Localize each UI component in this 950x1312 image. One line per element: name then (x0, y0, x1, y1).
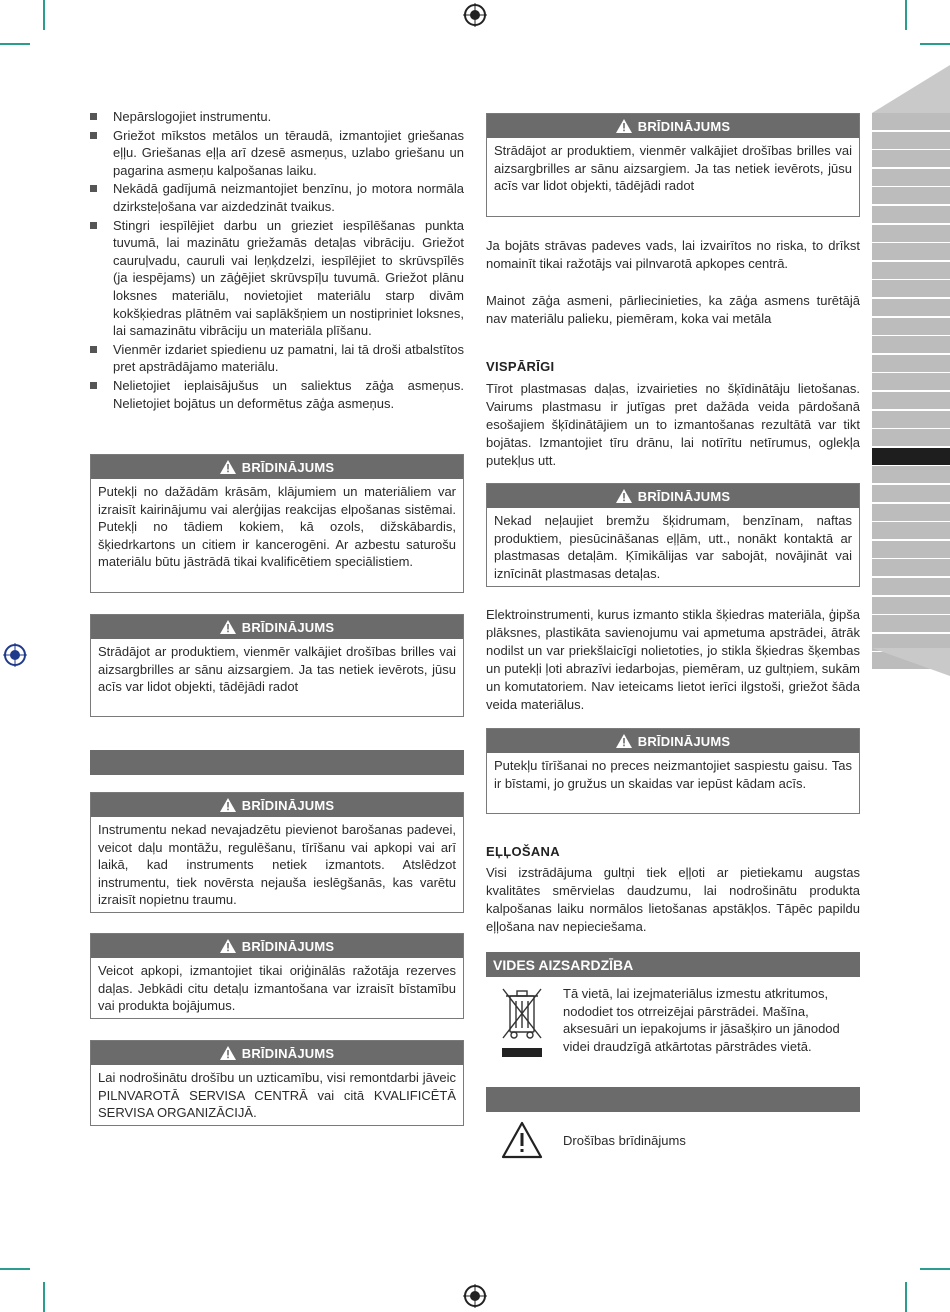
bullet-text: Vienmēr izdariet spiedienu uz pamatni, lai tā droši atbalstītos pret apstrādājamo materiālu. (113, 341, 464, 375)
bullet-text: Nelietojiet ieplaisājušus un saliektus zāģa asmeņus. Nelietojiet bojātus un deformētus zāģa asmeņus. (113, 377, 464, 411)
side-tab (872, 225, 950, 242)
warning-label: BRĪDINĀJUMS (241, 619, 335, 635)
corner-tab-decoration (872, 65, 950, 115)
paragraph: Ja bojāts strāvas padeves vads, lai izvairītos no riska, to drīkst nomainīt tikai ražotājs vai pilnvarotā apkopes centrā. (486, 238, 860, 271)
recycle-bin-icon (500, 986, 544, 1058)
bullet-item (90, 180, 464, 215)
warning-text: Putekļi no dažādām krāsām, klājumiem un materiāliem var izraisīt kairinājumu vai alerģijas reakcijas elpošanas sistēmai. Putekļi no tādiem kokiem, kā ozols, dižskābardis, šķiedrkartons un citiem ir kancerogēni. Ar azbestu saturošu materiālu būtu jāstrādā tikai kvalificētiem speciālistiem. (98, 484, 456, 569)
crop-mark (0, 1268, 30, 1270)
warning-text: Nekad neļaujiet bremžu šķidrumam, benzīnam, naftas produktiem, piesūcināšanas eļļām, utt., nonākt kontaktā ar plastmasas detaļām. Ķīmikālijas var sabojāt, novājināt vai iznīcināt plastmasas detaļas. (494, 513, 852, 581)
side-tab (872, 615, 950, 632)
side-tab (872, 355, 950, 372)
warning-label: BRĪDINĀJUMS (637, 733, 731, 749)
warning-text: Instrumentu nekad nevajadzētu pievienot barošanas padevei, veicot daļu montāžu, regulēšanu, tīrīšanu vai apkopi vai arī laikā, kad instruments netiek izmantots. Atslēdzot instrumentu, tiek novērsta nejauša ieslēgšanās, kas varētu izraisīt nopietnu traumu. (98, 822, 456, 907)
bullet-square-icon (90, 382, 97, 389)
crop-mark (905, 0, 907, 30)
warning-box (486, 113, 860, 217)
side-tab (872, 336, 950, 353)
warning-box (90, 792, 464, 913)
warning-text: Strādājot ar produktiem, vienmēr valkājiet drošības brilles vai aizsargbrilles ar sānu aizsargiem. Ja tas netiek ievērots, jūsu acīs var lidot objekti, tādējādi radot (494, 143, 852, 193)
bullet-square-icon (90, 113, 97, 120)
warning-header (487, 484, 859, 508)
side-tab (872, 522, 950, 539)
crop-mark (905, 1282, 907, 1312)
warning-label: BRĪDINĀJUMS (637, 488, 731, 504)
warning-label: BRĪDINĀJUMS (637, 118, 731, 134)
bullet-text: Nepārslogojiet instrumentu. (113, 109, 272, 124)
warning-label: BRĪDINĀJUMS (241, 938, 335, 954)
warning-header (91, 1041, 463, 1065)
side-tab (872, 392, 950, 409)
bullet-text: Griežot mīkstos metālos un tēraudā, izmantojiet griešanas eļļu. Griešanas eļļa arī dzesē asmeņus, uzlabo griešanu un pagarina asmeņu kalpošanas laiku. (113, 127, 464, 178)
side-tab (872, 318, 950, 335)
side-tab (872, 597, 950, 614)
warning-triangle-icon (616, 489, 632, 503)
warning-box (486, 728, 860, 814)
side-tab (872, 187, 950, 204)
section-bar (90, 750, 464, 775)
warning-header (487, 729, 859, 753)
warning-text: Lai nodrošinātu drošību un uzticamību, visi remontdarbi jāveic PILNVAROTĀ SERVISA CENTRĀ vai citā KVALIFICĒTĀ SERVISA ORGANIZĀCIJĀ. (98, 1070, 456, 1120)
warning-header (91, 934, 463, 958)
warning-header (91, 615, 463, 639)
env-heading-bar (486, 952, 860, 977)
warning-triangle-icon (616, 119, 632, 133)
side-tab (872, 169, 950, 186)
bullet-item (90, 341, 464, 376)
crop-mark (43, 1282, 45, 1312)
warning-label: BRĪDINĀJUMS (241, 1045, 335, 1061)
bullet-item (90, 127, 464, 180)
warning-header (91, 455, 463, 479)
crop-mark (920, 1268, 950, 1270)
warning-triangle-icon (220, 798, 236, 812)
warning-box (90, 614, 464, 717)
side-tab (872, 280, 950, 297)
side-tab (872, 262, 950, 279)
registration-mark-icon (463, 3, 487, 27)
side-tab (872, 578, 950, 595)
bullet-square-icon (90, 222, 97, 229)
crop-mark (920, 43, 950, 45)
symbol-text: Drošības brīdinājums (563, 1133, 686, 1148)
paragraph: Mainot zāģa asmeni, pārliecinieties, ka zāģa asmens turētājā nav materiālu palieku, piemēram, koka vai metāla (486, 293, 860, 326)
section-heading: EĻĻOŠANA (486, 844, 560, 859)
warning-label: BRĪDINĀJUMS (241, 459, 335, 475)
warning-triangle-icon (220, 460, 236, 474)
bullet-item (90, 108, 464, 126)
warning-triangle-icon (220, 1046, 236, 1060)
side-tab (872, 132, 950, 149)
side-tab (872, 466, 950, 483)
warning-box (90, 933, 464, 1019)
side-tab (872, 429, 950, 446)
warning-triangle-icon (220, 939, 236, 953)
warning-text: Veicot apkopi, izmantojiet tikai oriģinālās ražotāja rezerves daļas. Jebkādi citu detaļu izmantošana var izraisīt bīstamību vai produkta bojājumus. (98, 963, 456, 1013)
paragraph: Tīrot plastmasas daļas, izvairieties no šķīdinātāju lietošanas. Vairums plastmasu ir jutīgas pret dažāda veida pārdošanā esošajiem šķīdinātājiem un to izmantošanas rezultātā var tikt bojātas. Izmantojiet tīru drānu, lai notīrītu netīrumus, oglekļa putekļus utt. (486, 381, 860, 468)
warning-box (486, 483, 860, 587)
warning-text: Putekļu tīrīšanai no preces neizmantojiet saspiestu gaisu. Tas ir bīstami, jo gružus un skaidas var iepūst kādam acīs. (494, 758, 852, 791)
warning-triangle-icon (220, 620, 236, 634)
warning-header (91, 793, 463, 817)
warning-triangle-icon (501, 1121, 543, 1159)
bullet-item (90, 217, 464, 340)
side-tab (872, 504, 950, 521)
side-tab (872, 541, 950, 558)
paragraph: Visi izstrādājuma gultņi tiek eļļoti ar pietiekamu augstas kvalitātes smērvielas daudzumu, lai nodrošinātu produkta kalpošanas laiku normālos lietošanas apstākļos. Tāpēc papildu eļļošana nav nepieciešama. (486, 865, 860, 934)
warning-box (90, 454, 464, 593)
side-tab (872, 299, 950, 316)
side-tab (872, 206, 950, 223)
crop-mark (43, 0, 45, 30)
crop-mark (0, 43, 30, 45)
section-heading: VISPĀRĪGI (486, 359, 555, 374)
bullet-text: Nekādā gadījumā neizmantojiet benzīnu, jo motora normāla dzirksteļošana var aizdedzināt tvaikus. (113, 181, 464, 214)
env-text: Tā vietā, lai izejmateriālus izmestu atkritumos, nododiet tos otrreizējai pārstrādei. Mašīna, aksesuāri un iepakojums ir jāsašķiro un jānodod videi draudzīgā atkārtotas pārstrādes vietā. (563, 986, 840, 1054)
warning-text: Strādājot ar produktiem, vienmēr valkājiet drošības brilles vai aizsargbrilles ar sānu aizsargiem. Ja tas netiek ievērots, jūsu acīs var lidot objekti, tādējādi radot (98, 644, 456, 694)
bullet-square-icon (90, 346, 97, 353)
side-tab (872, 243, 950, 260)
side-tab (872, 559, 950, 576)
side-tab (872, 411, 950, 428)
side-tab (872, 485, 950, 502)
warning-header (487, 114, 859, 138)
bullet-text: Stingri iespīlējiet darbu un grieziet iespīlēšanas punkta tuvumā, lai mazinātu griežamās detaļas vibrāciju. Griežot cauruļvadu, cauruli vai leņķdzelzi, iespīlējiet to skrūvspīlēs (ja iespējams) un zāģējiet skrūvspīļu tuvumā. Griežot plānu loksnes materiālu, novietojiet materiālu starp divām kokšķiedras plātnēm vai saplākšņiem un nostipriniet loksnes, lai samazinātu vibrāciju un materiāla plīšanu. (113, 217, 464, 339)
bullet-list (90, 108, 464, 412)
side-tab (872, 373, 950, 390)
bullet-square-icon (90, 185, 97, 192)
section-bar (486, 1087, 860, 1112)
warning-triangle-icon (616, 734, 632, 748)
paragraph: Elektroinstrumenti, kurus izmanto stikla šķiedras materiāla, ģipša plāksnes, plastikāta savienojumu vai apmetuma apstrādei, ātrāk nodilst un var priekšlaicīgi nolietoties, jo stikla šķiedras šķembas un putekļi ļoti abrazīvi iedarbojas, piemēram, uz gultņiem, sukām un komutatoriem. Nav ieteicams lietot ierīci ilgstoši, griežot šāda veida materiālus. (486, 607, 860, 712)
side-tab (872, 113, 950, 130)
left-column (90, 108, 464, 413)
registration-mark-icon (463, 1284, 487, 1308)
warning-label: BRĪDINĀJUMS (241, 797, 335, 813)
side-tab (872, 150, 950, 167)
bullet-square-icon (90, 132, 97, 139)
corner-tab-decoration (872, 648, 950, 678)
registration-mark-icon (3, 643, 27, 667)
bullet-item (90, 377, 464, 412)
env-heading: VIDES AIZSARDZĪBA (493, 957, 634, 973)
warning-box (90, 1040, 464, 1126)
side-tab (872, 448, 950, 465)
